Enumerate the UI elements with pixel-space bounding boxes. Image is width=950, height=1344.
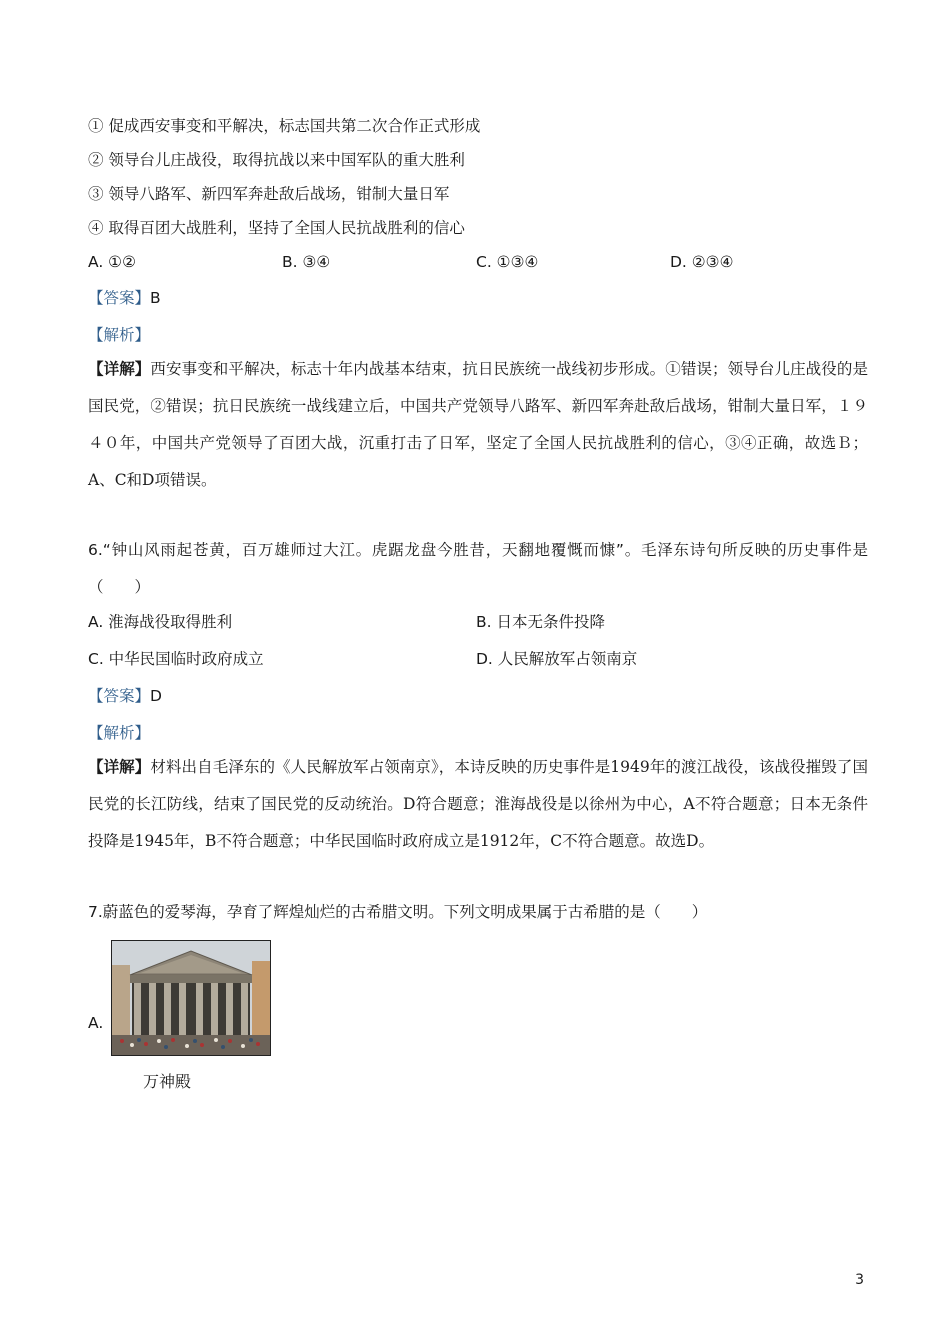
q6-analysis-label: 【解析】 xyxy=(88,724,151,742)
q6-option-a: A. 淮海战役取得胜利 xyxy=(88,613,233,631)
pantheon-caption: 万神殿 xyxy=(143,1072,192,1091)
pantheon-illustration xyxy=(112,941,270,1055)
page-number: 3 xyxy=(855,1272,864,1288)
q5-statement-4: ④ 取得百团大战胜利，坚持了全国人民抗战胜利的信心 xyxy=(88,219,465,237)
q5-option-b: B. ③④ xyxy=(282,253,331,271)
pantheon-image xyxy=(111,940,271,1056)
answer-label: 【答案】 xyxy=(88,687,151,705)
answer-value: D xyxy=(150,687,162,705)
q6-detail xyxy=(88,748,868,860)
detail-label: 【详解】 xyxy=(88,757,151,776)
detail-label: 【详解】 xyxy=(88,359,151,378)
detail-text: 西安事变和平解决，标志十年内战基本结束，抗日民族统一战线初步形成。①错误；领导台儿庄战役的是国民党，②错误；抗日民族统一战线建立后，中国共产党领导八路军、新四军奔赴敌后战场，钳制大量日军，１９４０年，中国共产党领导了百团大战，沉重打击了日军，坚定了全国人民抗战胜利的信心，③④正确，故选Ｂ；A、C和D项错误。 xyxy=(88,360,868,489)
q5-statement-2: ② 领导台儿庄战役，取得抗战以来中国军队的重大胜利 xyxy=(88,151,465,169)
answer-value: B xyxy=(150,289,161,307)
q5-analysis-label: 【解析】 xyxy=(88,326,151,344)
q5-option-a: A. ①② xyxy=(88,253,136,271)
q6-option-d: D. 人民解放军占领南京 xyxy=(476,650,638,668)
q5-detail xyxy=(88,350,868,499)
q6-option-c: C. 中华民国临时政府成立 xyxy=(88,650,264,668)
q5-answer xyxy=(88,288,161,308)
q5-statement-3: ③ 领导八路军、新四军奔赴敌后战场，钳制大量日军 xyxy=(88,185,450,203)
q5-option-c: C. ①③④ xyxy=(476,253,539,271)
q5-statement-1: ① 促成西安事变和平解决，标志国共第二次合作正式形成 xyxy=(88,117,481,135)
q6-option-b: B. 日本无条件投降 xyxy=(476,613,605,631)
detail-text: 材料出自毛泽东的《人民解放军占领南京》，本诗反映的历史事件是1949年的渡江战役，该战役摧毁了国民党的长江防线，结束了国民党的反动统治。D符合题意；淮海战役是以徐州为中心，A不符合题意；日本无条件投降是1945年，B不符合题意；中华民国临时政府成立是1912年，C不符合题意。故选D。 xyxy=(88,758,868,850)
q7-stem: 7.蔚蓝色的爱琴海，孕育了辉煌灿烂的古希腊文明。下列文明成果属于古希腊的是（ ） xyxy=(88,903,708,921)
q7-option-a-label: A. xyxy=(88,1014,104,1032)
q6-stem: 6.“钟山风雨起苍黄，百万雄师过大江。虎踞龙盘今胜昔，天翻地覆慨而慷”。毛泽东诗句所反映的历史事件是（ ） xyxy=(88,541,868,596)
answer-label: 【答案】 xyxy=(88,289,151,307)
q5-option-d: D. ②③④ xyxy=(670,253,734,271)
q6-answer xyxy=(88,686,162,706)
